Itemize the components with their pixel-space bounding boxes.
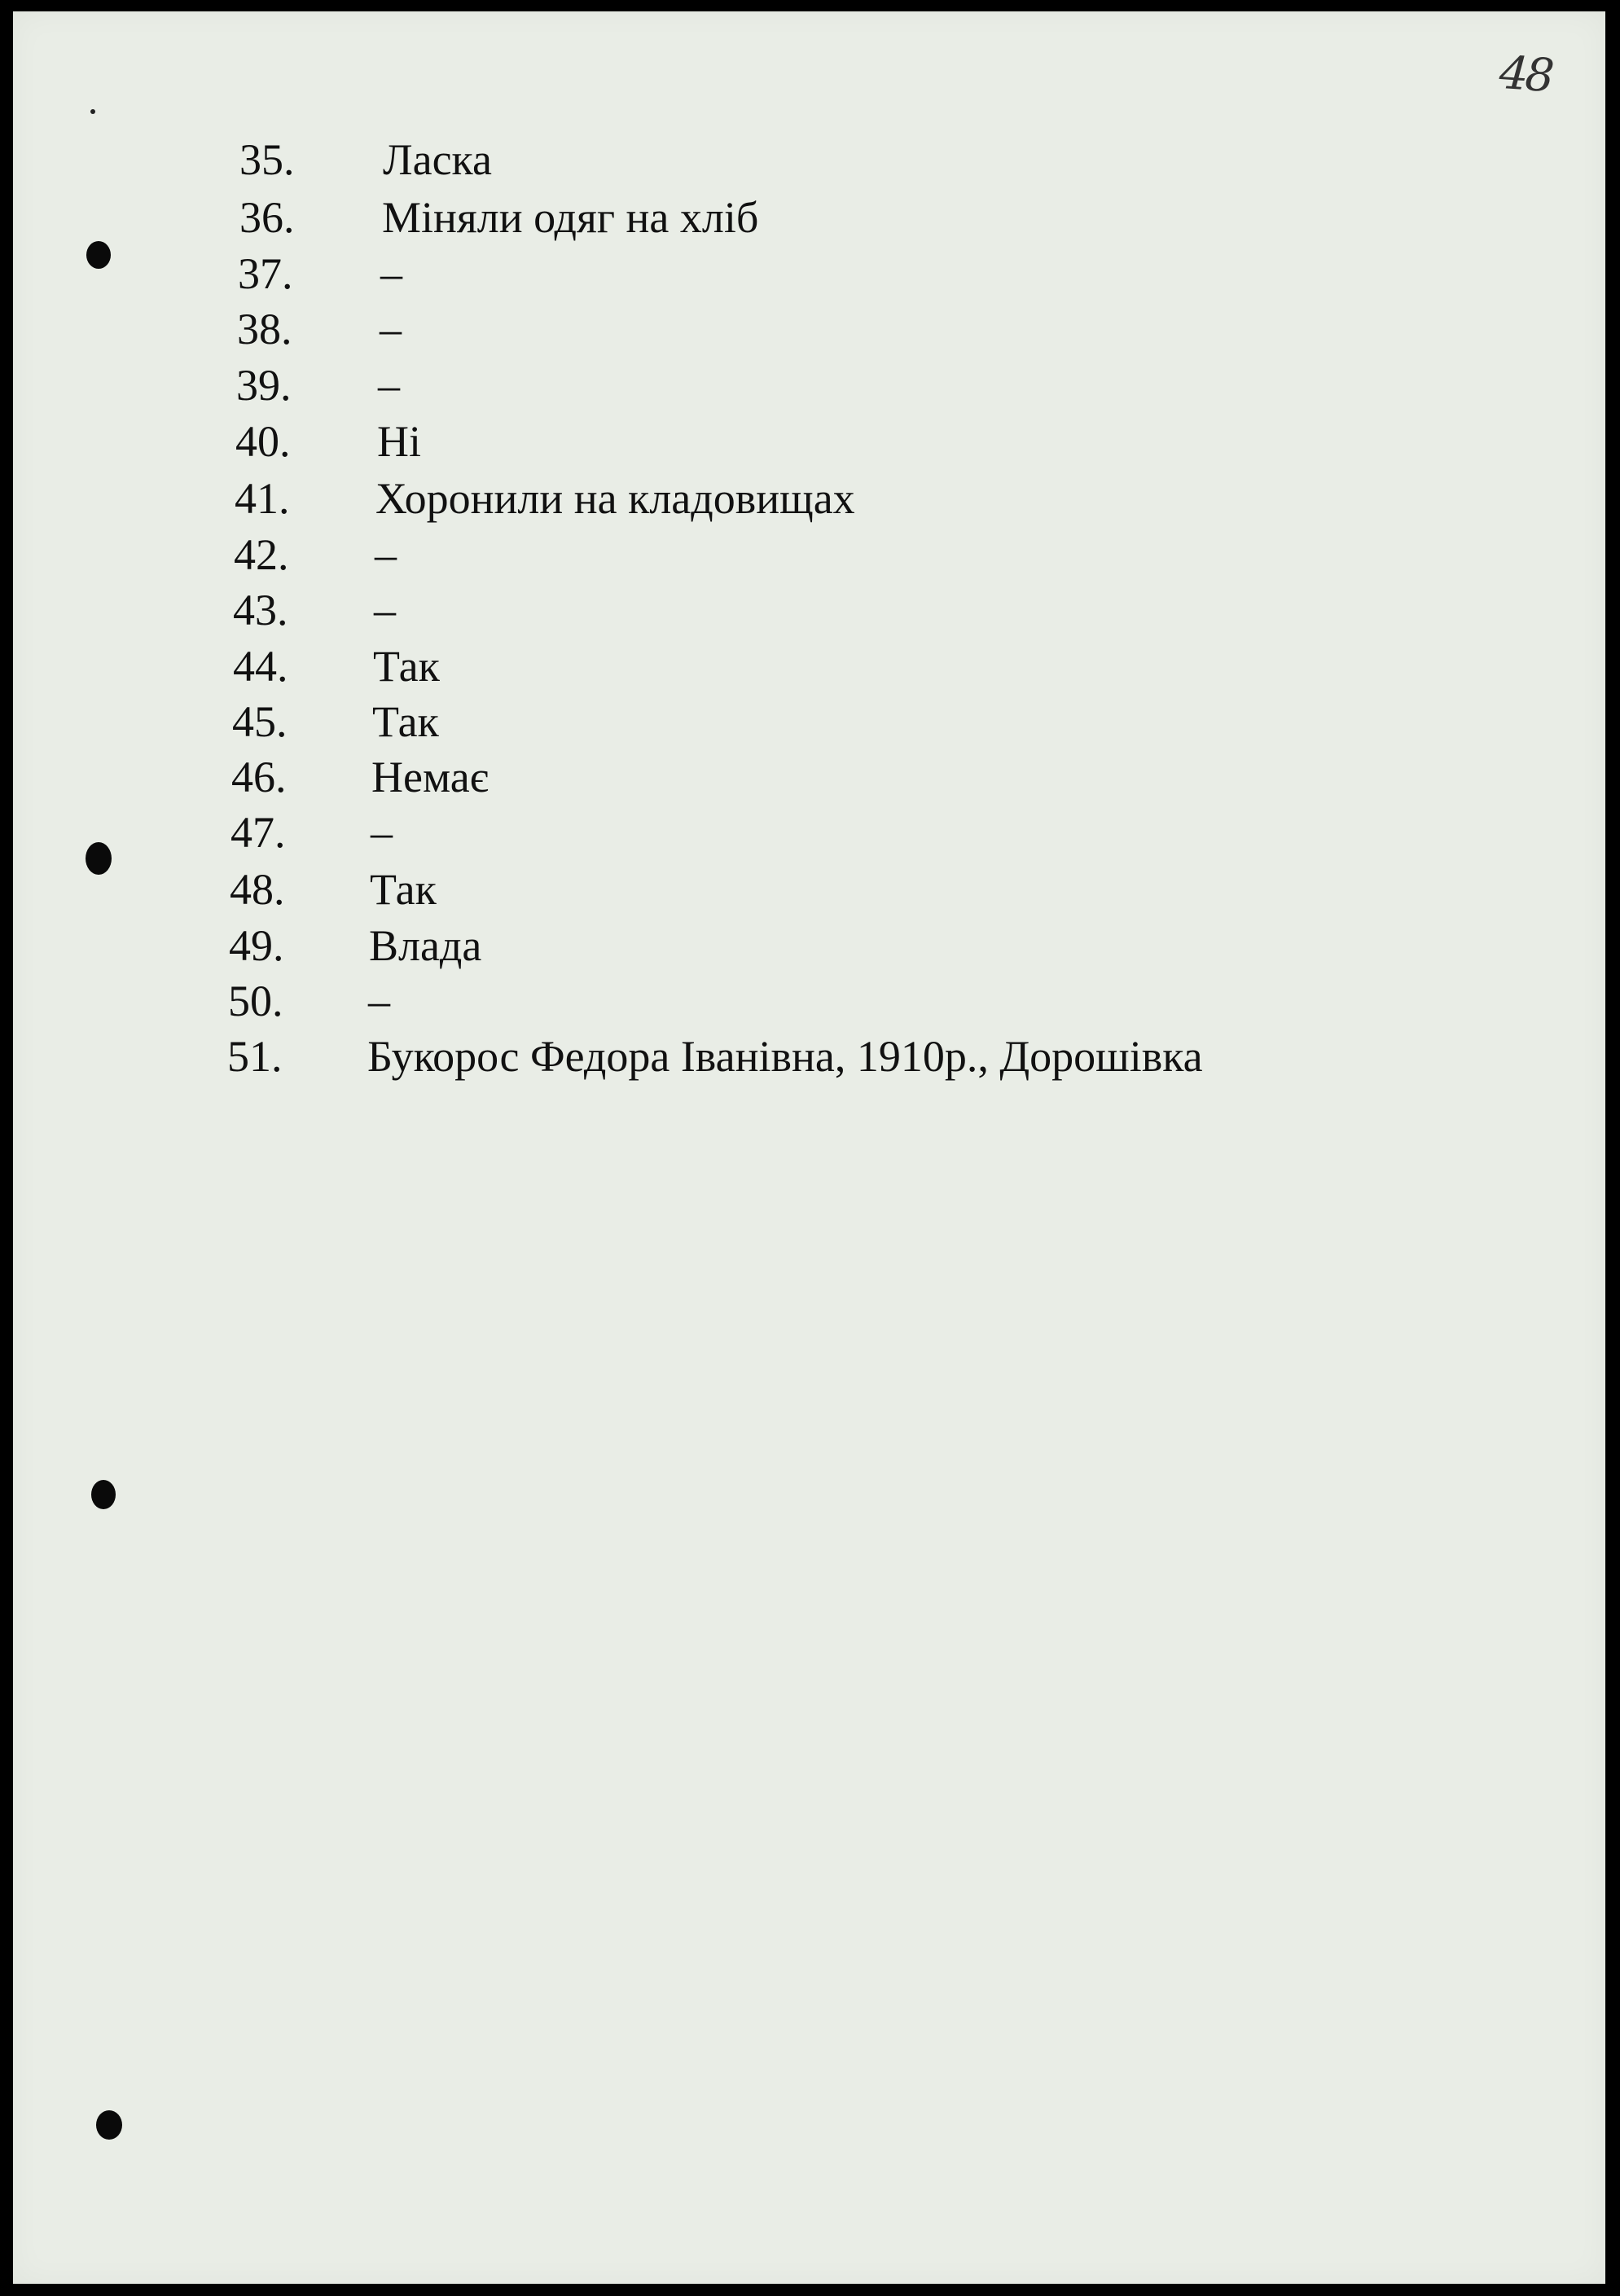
punch-hole-3 bbox=[91, 1480, 116, 1509]
answer-number: 50. bbox=[228, 977, 283, 1025]
answer-number: 36. bbox=[239, 193, 295, 242]
answers-list bbox=[13, 11, 1605, 1152]
answer-text: Хоронили на кладовищах bbox=[375, 474, 855, 523]
answer-number: 51. bbox=[227, 1032, 283, 1081]
answer-number: 38. bbox=[237, 305, 292, 353]
answer-text: – bbox=[378, 361, 400, 410]
answer-number: 39. bbox=[236, 361, 292, 410]
answer-text: Влада bbox=[369, 921, 482, 970]
answer-text: Букорос Федора Іванівна, 1910р., Дорошівка bbox=[367, 1032, 1203, 1081]
answer-text: – bbox=[371, 808, 393, 857]
answer-text: Ласка bbox=[383, 135, 492, 184]
answer-text: – bbox=[368, 977, 390, 1025]
answer-text: Так bbox=[373, 642, 440, 691]
answer-number: 43. bbox=[233, 586, 288, 634]
answer-number: 40. bbox=[235, 417, 291, 466]
answer-number: 42. bbox=[234, 530, 289, 579]
handwritten-page-number: 48 bbox=[1497, 46, 1553, 103]
answer-text: – bbox=[380, 305, 402, 353]
answer-number: 41. bbox=[235, 474, 290, 523]
answer-text: Міняли одяг на хліб bbox=[382, 193, 759, 242]
answer-number: 46. bbox=[231, 753, 287, 801]
paper-sheet bbox=[13, 11, 1605, 2284]
answer-number: 37. bbox=[238, 249, 293, 298]
punch-hole-4 bbox=[96, 2110, 122, 2140]
answer-text: Немає bbox=[371, 753, 489, 801]
answer-number: 44. bbox=[233, 642, 288, 691]
answer-number: 49. bbox=[229, 921, 284, 970]
answer-text: Так bbox=[370, 865, 437, 914]
answer-number: 45. bbox=[232, 697, 288, 746]
answer-text: Ні bbox=[377, 417, 421, 466]
answer-text: – bbox=[374, 586, 396, 634]
answer-number: 35. bbox=[239, 135, 295, 184]
answer-number: 48. bbox=[230, 865, 285, 914]
answer-number: 47. bbox=[230, 808, 286, 857]
answer-text: – bbox=[375, 530, 397, 579]
answer-text: Так bbox=[372, 697, 439, 746]
answer-text: – bbox=[380, 249, 402, 298]
